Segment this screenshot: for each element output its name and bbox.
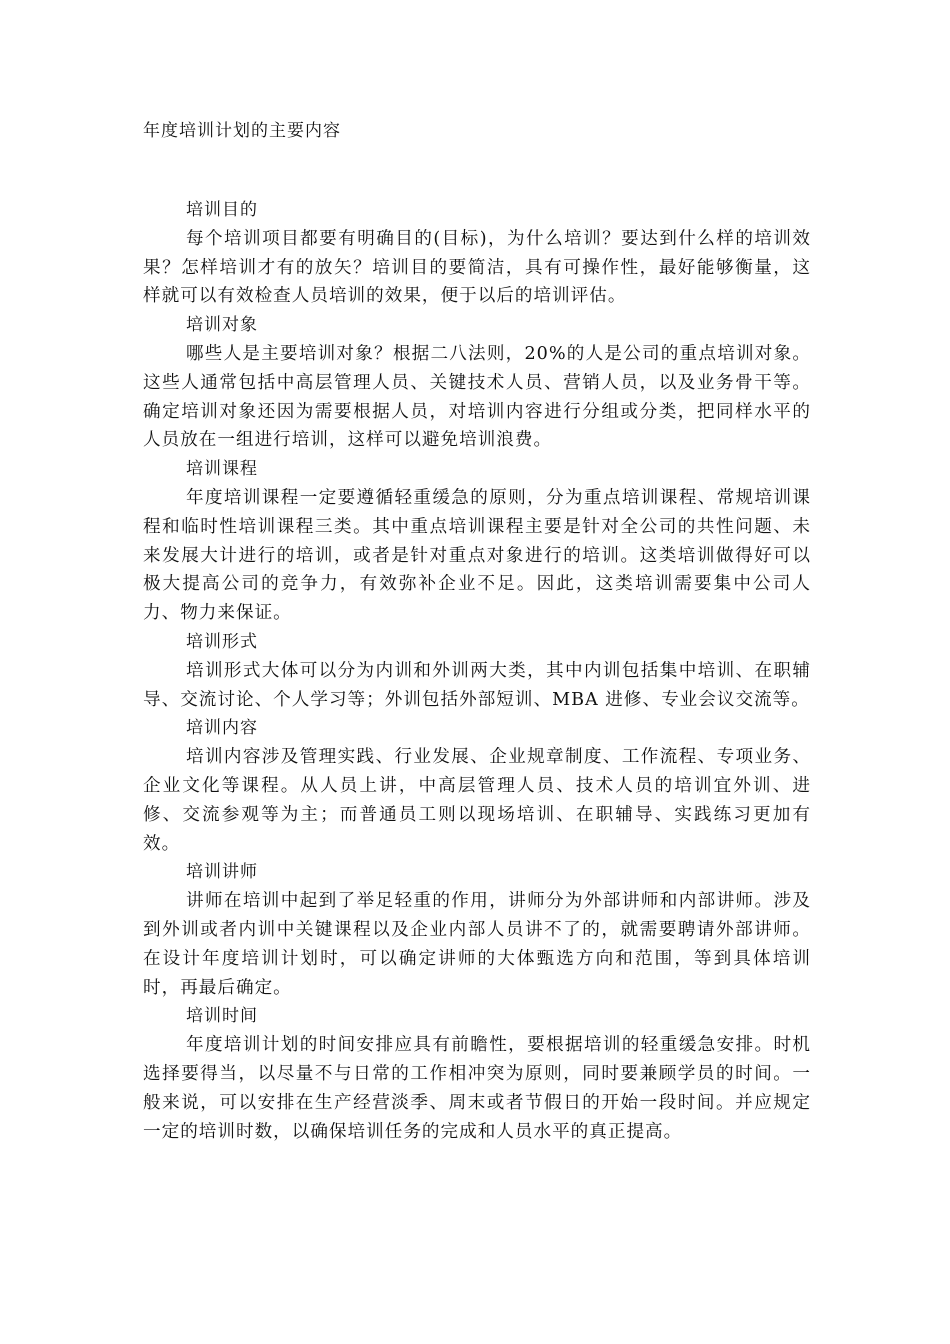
section-paragraph: 每个培训项目都要有明确目的(目标)，为什么培训？要达到什么样的培训效果？怎样培训才有的放矢？培训目的要简洁，具有可操作性，最好能够衡量，这样就可以有效检查人员培训的效果，便于以后的培训评估。: [143, 228, 811, 307]
section-paragraph: 年度培训计划的时间安排应具有前瞻性，要根据培训的轻重缓急安排。时机选择要得当，以尽量不与日常的工作相冲突为原则，同时要兼顾学员的时间。一般来说，可以安排在生产经营淡季、周末或者节假日的开始一段时间。并应规定一定的培训时数，以确保培训任务的完成和人员水平的真正提高。: [143, 1035, 811, 1142]
section-paragraph: 培训形式大体可以分为内训和外训两大类，其中内训包括集中培训、在职辅导、交流讨论、个人学习等；外训包括外部短训、MBA 进修、专业会议交流等。: [143, 660, 811, 710]
section-instructors: [143, 858, 811, 1002]
document-body: [143, 196, 811, 1146]
section-content: [143, 714, 811, 858]
section-heading: 培训讲师: [186, 862, 258, 883]
section-paragraph: 培训内容涉及管理实践、行业发展、企业规章制度、工作流程、专项业务、企业文化等课程。从人员上讲，中高层管理人员、技术人员的培训宜外训、进修、交流参观等为主；而普通员工则以现场培训、在职辅导、实践练习更加有效。: [143, 747, 811, 854]
section-heading: 培训形式: [186, 631, 258, 652]
section-format: [143, 628, 811, 714]
section-heading: 培训目的: [186, 200, 258, 220]
section-purpose: [143, 196, 811, 311]
section-paragraph: 哪些人是主要培训对象？根据二八法则，20%的人是公司的重点培训对象。这些人通常包括中高层管理人员、关键技术人员、营销人员，以及业务骨干等。确定培训对象还因为需要根据人员，对培训内容进行分组或分类，把同样水平的人员放在一组进行培训，这样可以避免培训浪费。: [143, 343, 811, 451]
section-heading: 培训时间: [186, 1006, 258, 1027]
section-heading: 培训课程: [186, 459, 258, 480]
section-schedule: [143, 1002, 811, 1146]
section-paragraph: 年度培训课程一定要遵循轻重缓急的原则，分为重点培训课程、常规培训课程和临时性培训课程三类。其中重点培训课程主要是针对全公司的共性问题、未来发展大计进行的培训，或者是针对重点对象进行的培训。这类培训做得好可以极大提高公司的竞争力，有效弥补企业不足。因此，这类培训需要集中公司人力、物力来保证。: [143, 487, 811, 624]
section-courses: [143, 455, 811, 628]
section-paragraph: 讲师在培训中起到了举足轻重的作用，讲师分为外部讲师和内部讲师。涉及到外训或者内训中关键课程以及企业内部人员讲不了的，就需要聘请外部讲师。在设计年度培训计划时，可以确定讲师的大体甄选方向和范围，等到具体培训时，再最后确定。: [143, 891, 811, 998]
section-heading: 培训对象: [186, 315, 258, 336]
section-audience: [143, 311, 811, 455]
section-heading: 培训内容: [186, 718, 258, 739]
document-title: 年度培训计划的主要内容: [143, 121, 341, 141]
